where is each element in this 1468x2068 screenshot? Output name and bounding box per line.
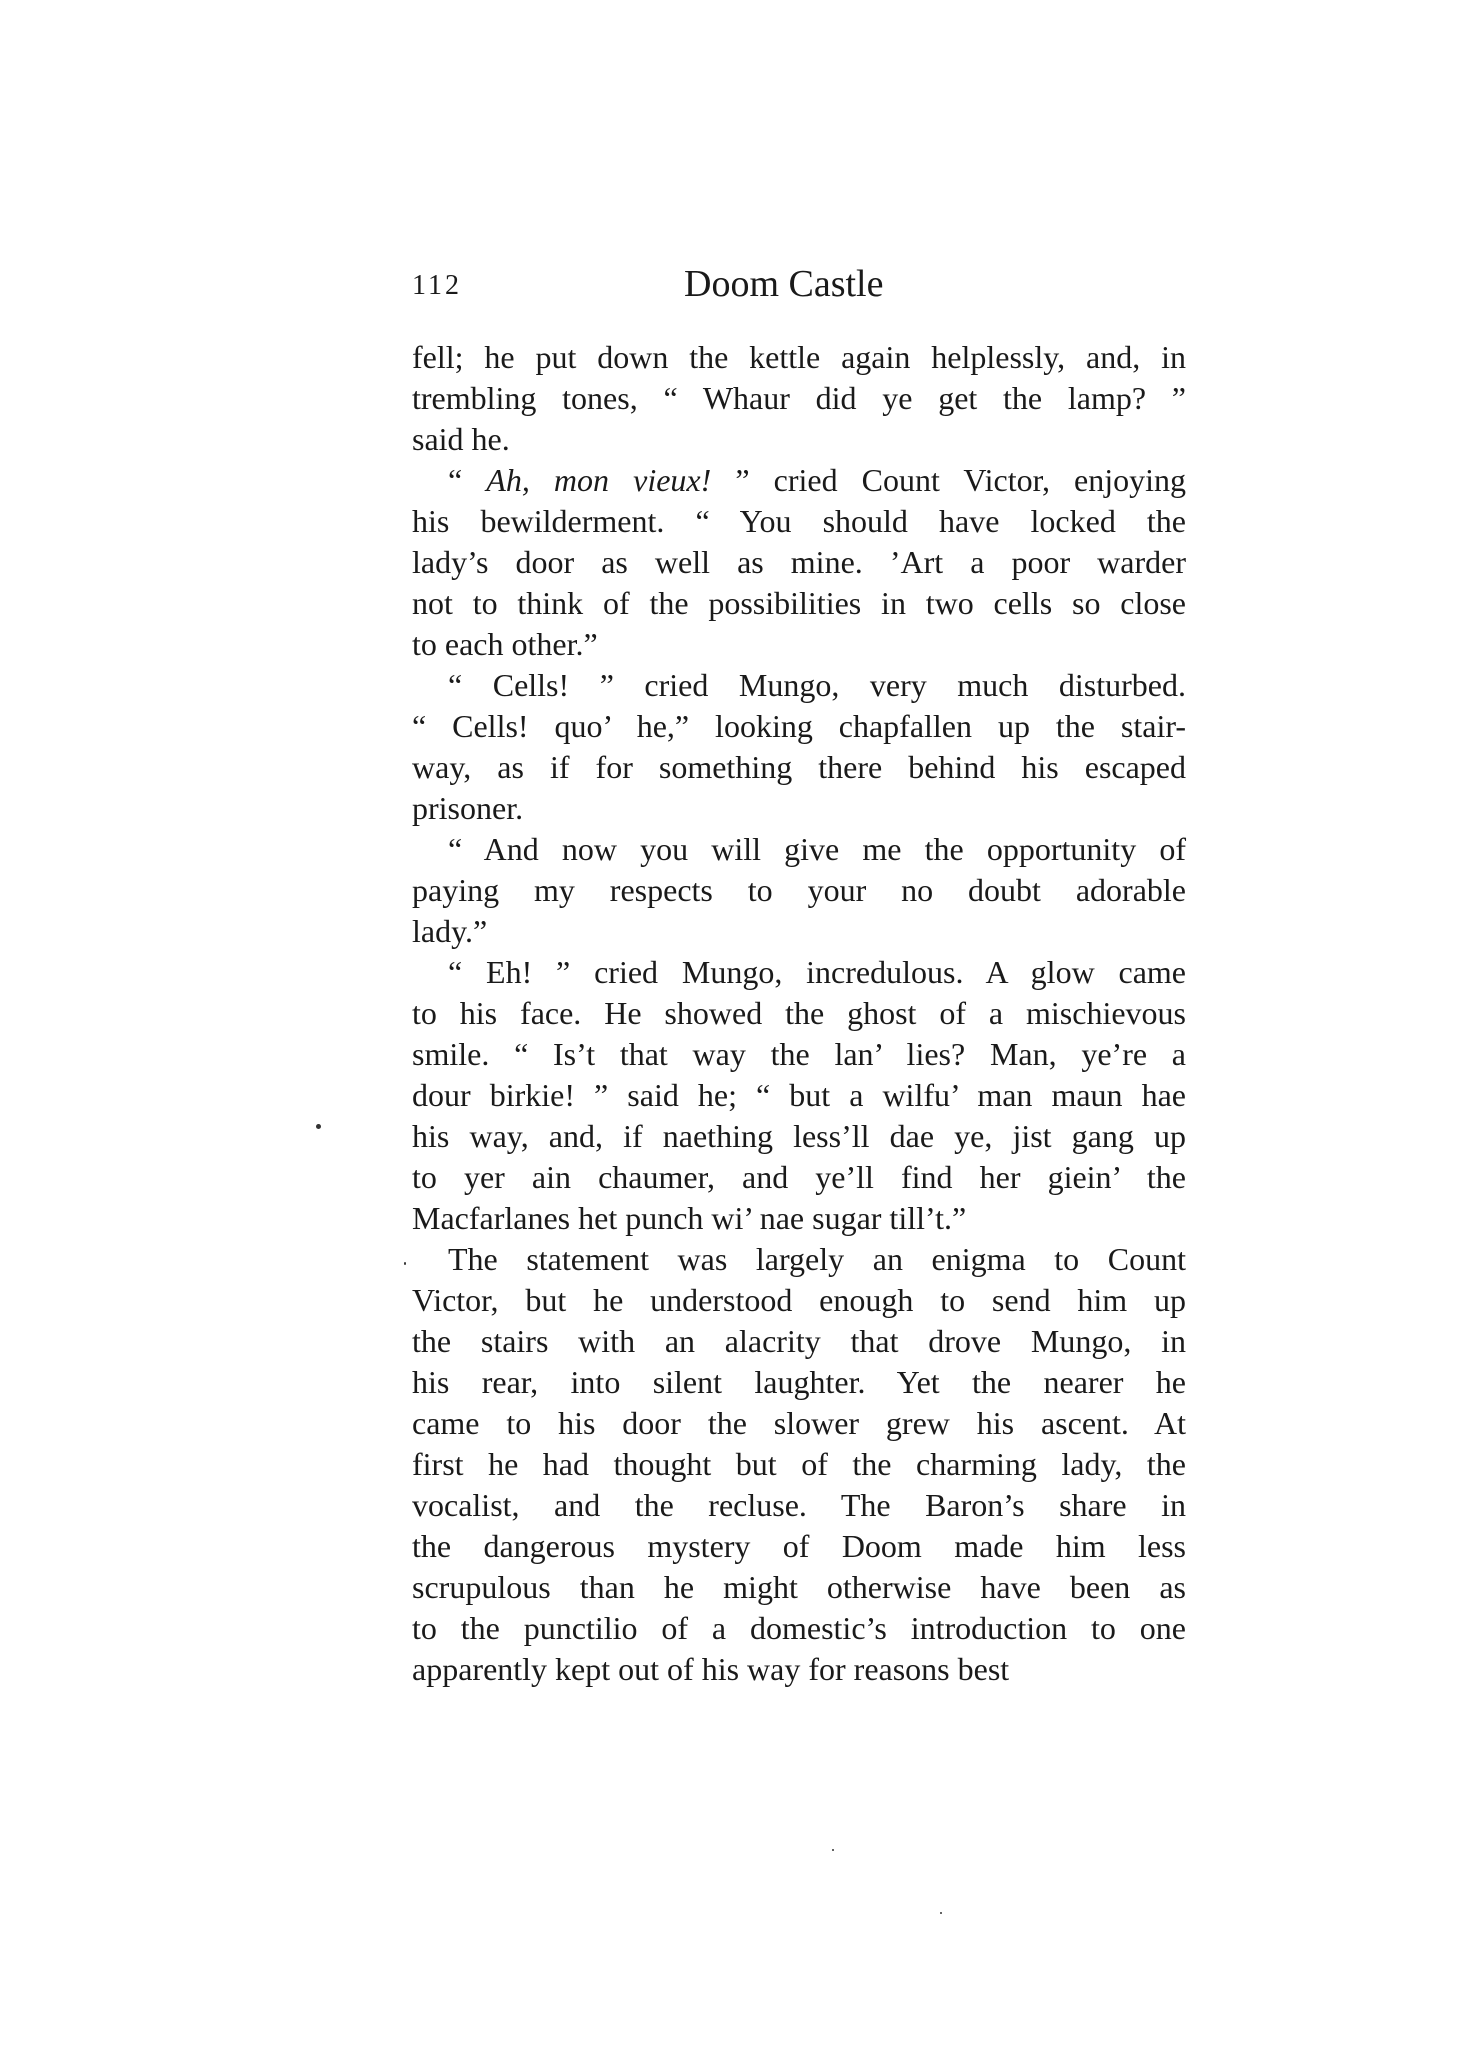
page-number: 112 — [412, 270, 462, 301]
text-line — [412, 1649, 1186, 1690]
text-segment: trembling tones, “ Whaur did ye get the lamp? ” — [412, 380, 1186, 416]
text-line — [412, 1403, 1186, 1444]
italic-phrase: Ah, mon vieux! — [486, 462, 712, 498]
text-segment: “ Cells! quo’ he,” looking chapfallen up the stair- — [412, 708, 1186, 744]
text-line — [412, 1280, 1186, 1321]
text-segment: not to think of the possibilities in two cells so close — [412, 585, 1186, 621]
text-segment: apparently kept out of his way for reasons best — [412, 1651, 1010, 1687]
text-segment: way, as if for something there behind his escaped — [412, 749, 1186, 785]
text-line — [412, 1034, 1186, 1075]
text-segment: scrupulous than he might otherwise have been as — [412, 1569, 1186, 1605]
text-segment: to his face. He showed the ghost of a mischievous — [412, 995, 1186, 1031]
text-segment: his bewilderment. “ You should have locked the — [412, 503, 1186, 539]
text-segment: smile. “ Is’t that way the lan’ lies? Man, ye’re a — [412, 1036, 1186, 1072]
text-line — [412, 1444, 1186, 1485]
text-line — [412, 952, 1186, 993]
text-line — [412, 583, 1186, 624]
text-segment: dour birkie! ” said he; “ but a wilfu’ man maun hae — [412, 1077, 1186, 1113]
scan-speck — [316, 1124, 321, 1129]
text-segment: to yer ain chaumer, and ye’ll find her giein’ the — [412, 1159, 1186, 1195]
text-line — [412, 706, 1186, 747]
scan-speck — [940, 1912, 942, 1914]
text-segment: first he had thought but of the charming lady, the — [412, 1446, 1186, 1482]
text-line — [412, 337, 1186, 378]
text-segment: fell; he put down the kettle again helplessly, and, in — [412, 339, 1186, 375]
text-line — [412, 1116, 1186, 1157]
text-segment: “ And now you will give me the opportunity of — [448, 831, 1186, 867]
text-line — [412, 542, 1186, 583]
text-line — [412, 1567, 1186, 1608]
text-line — [412, 665, 1186, 706]
text-segment: vocalist, and the recluse. The Baron’s share in — [412, 1487, 1186, 1523]
text-line — [412, 419, 1186, 460]
text-segment: lady’s door as well as mine. ’Art a poor warder — [412, 544, 1186, 580]
text-line — [412, 1198, 1186, 1239]
text-line — [412, 1157, 1186, 1198]
text-segment: said he. — [412, 421, 510, 457]
text-line — [412, 460, 1186, 501]
text-segment: Victor, but he understood enough to send him up — [412, 1282, 1186, 1318]
scan-speck — [404, 1262, 406, 1265]
text-segment: to the punctilio of a domestic’s introduction to one — [412, 1610, 1186, 1646]
text-segment: his rear, into silent laughter. Yet the nearer he — [412, 1364, 1186, 1400]
text-line — [412, 624, 1186, 665]
text-segment: the stairs with an alacrity that drove Mungo, in — [412, 1323, 1186, 1359]
text-line — [412, 1608, 1186, 1649]
text-line — [412, 747, 1186, 788]
text-segment: “ Eh! ” cried Mungo, incredulous. A glow came — [448, 954, 1186, 990]
text-segment: the dangerous mystery of Doom made him less — [412, 1528, 1186, 1564]
text-line — [412, 1321, 1186, 1362]
text-line — [412, 788, 1186, 829]
text-segment: “ — [448, 462, 487, 498]
scan-speck — [832, 1849, 834, 1851]
text-segment: “ Cells! ” cried Mungo, very much disturbed. — [448, 667, 1186, 703]
body-text — [412, 337, 1186, 1690]
text-line — [412, 993, 1186, 1034]
text-line — [412, 1362, 1186, 1403]
text-line — [412, 1239, 1186, 1280]
running-title: Doom Castle — [684, 263, 884, 305]
text-line — [412, 1075, 1186, 1116]
text-line — [412, 378, 1186, 419]
text-line — [412, 870, 1186, 911]
text-segment: his way, and, if naething less’ll dae ye, jist gang up — [412, 1118, 1186, 1154]
text-segment: to each other.” — [412, 626, 598, 662]
text-line — [412, 829, 1186, 870]
text-segment: paying my respects to your no doubt adorable — [412, 872, 1186, 908]
text-segment: The statement was largely an enigma to Count — [448, 1241, 1186, 1277]
text-segment: ” cried Count Victor, enjoying — [711, 462, 1187, 498]
text-line — [412, 1485, 1186, 1526]
text-segment: lady.” — [412, 913, 488, 949]
text-segment: prisoner. — [412, 790, 524, 826]
text-segment: came to his door the slower grew his ascent. At — [412, 1405, 1186, 1441]
text-segment: Macfarlanes het punch wi’ nae sugar till’t.” — [412, 1200, 967, 1236]
text-line — [412, 501, 1186, 542]
text-line — [412, 1526, 1186, 1567]
text-line — [412, 911, 1186, 952]
running-head — [412, 262, 1186, 312]
